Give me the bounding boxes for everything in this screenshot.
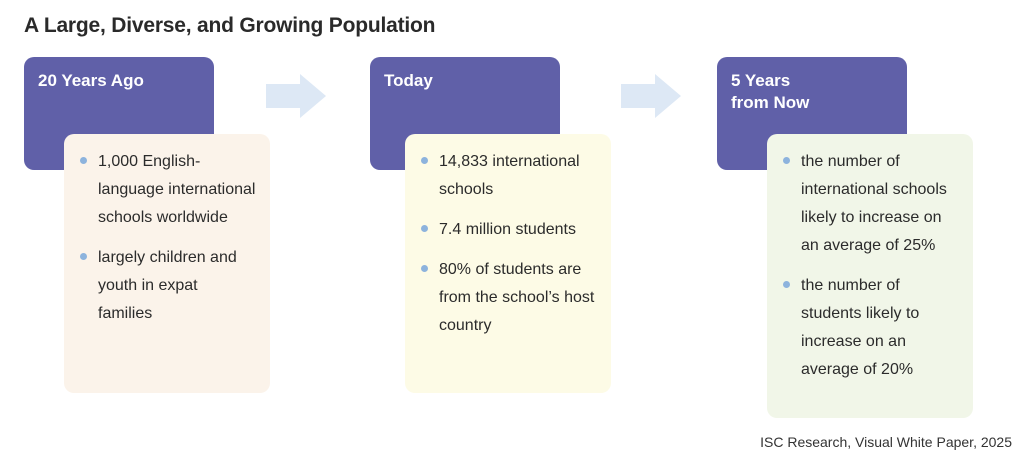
bullet-list (419, 148, 597, 340)
bullet-item: 80% of students are from the school’s host country (419, 256, 597, 340)
bullet-list (781, 148, 959, 384)
bullet-item: 14,833 international schools (419, 148, 597, 204)
stage-header-line: Today (384, 71, 433, 90)
stage-content (767, 134, 973, 418)
stage-header-line: 20 Years Ago (38, 71, 144, 90)
page-title: A Large, Diverse, and Growing Population (24, 14, 436, 37)
stage-content (64, 134, 270, 393)
stage-header-line: from Now (731, 93, 810, 112)
source-caption: ISC Research, Visual White Paper, 2025 (760, 434, 1012, 450)
right-arrow-icon (266, 74, 326, 118)
stage-header-line: 5 Years (731, 71, 791, 90)
bullet-item: 7.4 million students (419, 216, 597, 244)
bullet-item: the number of students likely to increase on an average of 20% (781, 272, 959, 384)
stage-content (405, 134, 611, 393)
bullet-item: the number of international schools likely to increase on an average of 25% (781, 148, 959, 260)
bullet-list (78, 148, 256, 328)
bullet-item: 1,000 English-language international schools worldwide (78, 148, 256, 232)
right-arrow-icon (621, 74, 681, 118)
bullet-item: largely children and youth in expat families (78, 244, 256, 328)
